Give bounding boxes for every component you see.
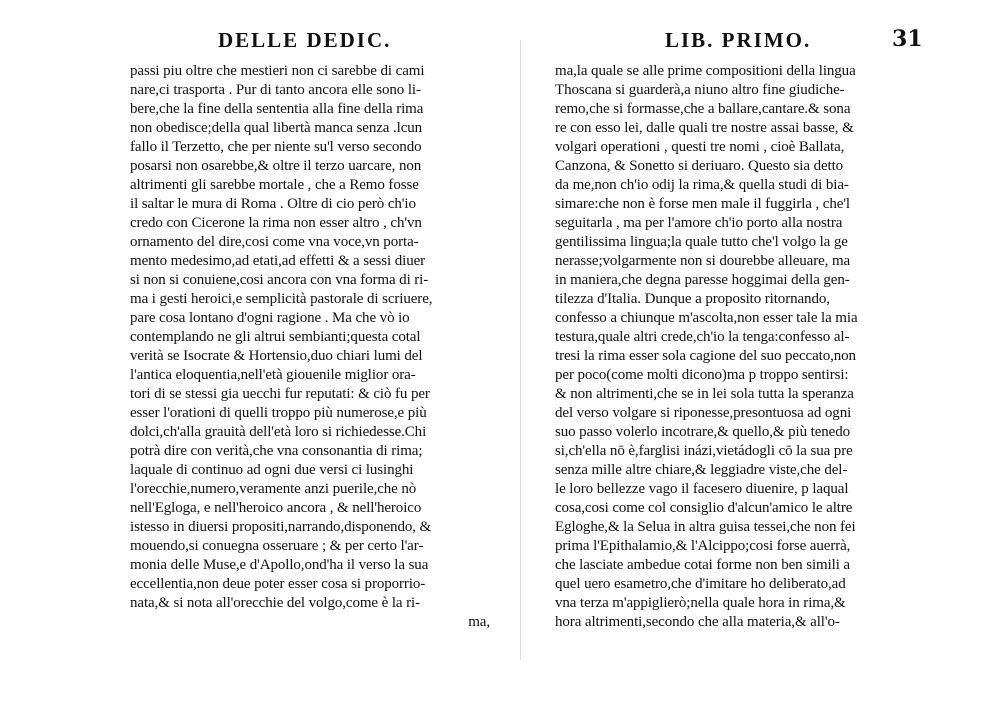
text-line: re con esso lei, dalle quali tre nostre assai basse, & <box>555 120 854 136</box>
text-line: Canzona, & Sonetto si deriuaro. Questo sia detto <box>555 158 844 174</box>
text-line: altrimenti gli sarebbe mortale , che a Remo fosse <box>130 177 419 193</box>
text-line: verità se Isocrate & Hortensio,duo chiari lumi del <box>130 348 423 364</box>
text-line: in maniera,che degna paresse hoggimai della gen- <box>555 272 850 288</box>
text-line: confesso a chiunque m'ascolta,non esser tale la mia <box>555 310 858 326</box>
text-line: quel uero esametro,che d'imitare ho deliberato,ad <box>555 576 846 592</box>
text-line: l'orecchie,numero,veramente anzi puerile,che nò <box>130 481 417 497</box>
text-line: hora altrimenti,secondo che alla materia,& all'o- <box>555 614 840 630</box>
text-line: non obedisce;della qual libertà manca senza .lcun <box>130 120 423 136</box>
text-line: del verso volgare si riponesse,presontuosa ad ogni <box>555 405 852 421</box>
text-line: bere,che la fine della sententia alla fine della rima <box>130 101 424 117</box>
text-line: nata,& si nota all'orecchie del volgo,come è la ri- <box>130 595 420 611</box>
text-line: ma, <box>468 614 490 630</box>
text-line: tilezza d'Italia. Dunque a proposito ritornando, <box>555 291 830 307</box>
text-line: cosa,cosi come col consiglio d'alcun'amico le altre <box>555 500 853 516</box>
running-head-left: DELLE DEDIC. <box>218 28 392 52</box>
text-line: Thoscana si guarderà,a niuno altro fine giudiche- <box>555 82 845 98</box>
text-line: contemplando ne gli altrui sembianti;questa cotal <box>130 329 421 345</box>
text-line: eccellentia,non deue poter esser cosa si proporrio- <box>130 576 426 592</box>
text-line: senza mille altre chiare,& leggiadre viste,che del- <box>555 462 848 478</box>
text-line: pare cosa lontano d'ogni ragione . Ma che vò io <box>130 310 410 326</box>
text-line: esser l'orationi di quelli troppo più numerose,e più <box>130 405 427 421</box>
text-line: tresi la rima esser sola cagione del suo peccato,non <box>555 348 856 364</box>
text-line: passi piu oltre che mestieri non ci sarebbe di cami <box>130 63 425 79</box>
text-line: suo passo volerlo incotrare,& quello,& più tenedo <box>555 424 851 440</box>
text-line: istesso in diuersi propositi,narrando,disponendo, & <box>130 519 432 535</box>
text-line: Egloghe,& la Selua in altra guisa tessei,che non fei <box>555 519 856 535</box>
text-line: si,ch'ella nō è,farglisi inázi,vietádogli cō la sua pre <box>555 443 853 459</box>
text-line: per poco(come molti dicono)ma p troppo sentirsi: <box>555 367 849 383</box>
text-line: mouendo,si conuegna osseruare ; & per certo l'ar- <box>130 538 424 554</box>
text-line: volgari operationi , questi tre nomi , cioè Ballata, <box>555 139 845 155</box>
text-line: da me,non ch'io odij la rima,& quella studi di bia- <box>555 177 849 193</box>
text-line: che lasciate ambedue cotai forme non ben simili a <box>555 557 850 573</box>
text-line: & non altrimenti,che se in lei sola tutta la speranza <box>555 386 854 402</box>
right-text-block <box>555 62 940 632</box>
text-line: nell'Egloga, e nell'heroico ancora , & nell'heroico <box>130 500 422 516</box>
text-line: laquale di continuo ad ogni due versi ci lusinghi <box>130 462 414 478</box>
text-line: testura,quale altri crede,ch'io la tenga:confesso al- <box>555 329 850 345</box>
text-line: seguitarla , ma per l'amore ch'io porto alla nostra <box>555 215 843 231</box>
text-line: posarsi non osarebbe,& oltre il terzo uarcare, non <box>130 158 422 174</box>
left-text-block <box>130 62 490 632</box>
text-line: remo,che si formasse,che a ballare,cantare.& sona <box>555 101 851 117</box>
text-line: le loro bellezze vago il facesero diuenire, p laqual <box>555 481 849 497</box>
text-line: ornamento del dire,cosi come vna voce,vn porta- <box>130 234 419 250</box>
text-line: monia delle Muse,e d'Apollo,ond'ha il verso la sua <box>130 557 429 573</box>
text-line: simare:che non è forse men male il fuggirla , che'l <box>555 196 850 212</box>
text-line: prima l'Epithalamio,& l'Alcippo;cosi forse auerrà, <box>555 538 851 554</box>
text-line: nare,ci trasporta . Pur di tanto ancora elle sono li- <box>130 82 421 98</box>
text-line: si non si conuiene,cosi ancora con vna forma di ri- <box>130 272 429 288</box>
text-line: credo con Cicerone la rima non esser altro , ch'vn <box>130 215 422 231</box>
text-line: fallo il Terzetto, che per niente su'l verso secondo <box>130 139 422 155</box>
text-line: ma,la quale se alle prime compositioni della lingua <box>555 63 856 79</box>
text-line: mento medesimo,ad etati,ad effetti & a sessi diuer <box>130 253 426 269</box>
text-line: l'antica eloquentia,nell'età giouenile miglior ora- <box>130 367 416 383</box>
page-number-right: 31 <box>892 26 923 52</box>
text-line: gentilissima lingua;la quale tutto che'l volgo la ge <box>555 234 848 250</box>
text-line: tori di se stessi gia uecchi fur reputati: & ciò fu per <box>130 386 430 402</box>
text-line: il saltar le mura di Roma . Oltre di cio però ch'io <box>130 196 416 212</box>
running-head-right: LIB. PRIMO. <box>665 28 812 52</box>
text-line: nerasse;volgarmente non si dourebbe alleuare, ma <box>555 253 851 269</box>
text-line: potrà dire con verità,che vna consonantia di rima; <box>130 443 423 459</box>
text-line: ma i gesti heroici,e semplicità pastorale di scriuere, <box>130 291 433 307</box>
text-line: dolci,ch'alla grauità dell'età loro si richiedesse.Chi <box>130 424 427 440</box>
text-line: vna terza m'appiglierò;nella quale hora in rima,& <box>555 595 846 611</box>
gutter <box>520 40 521 660</box>
